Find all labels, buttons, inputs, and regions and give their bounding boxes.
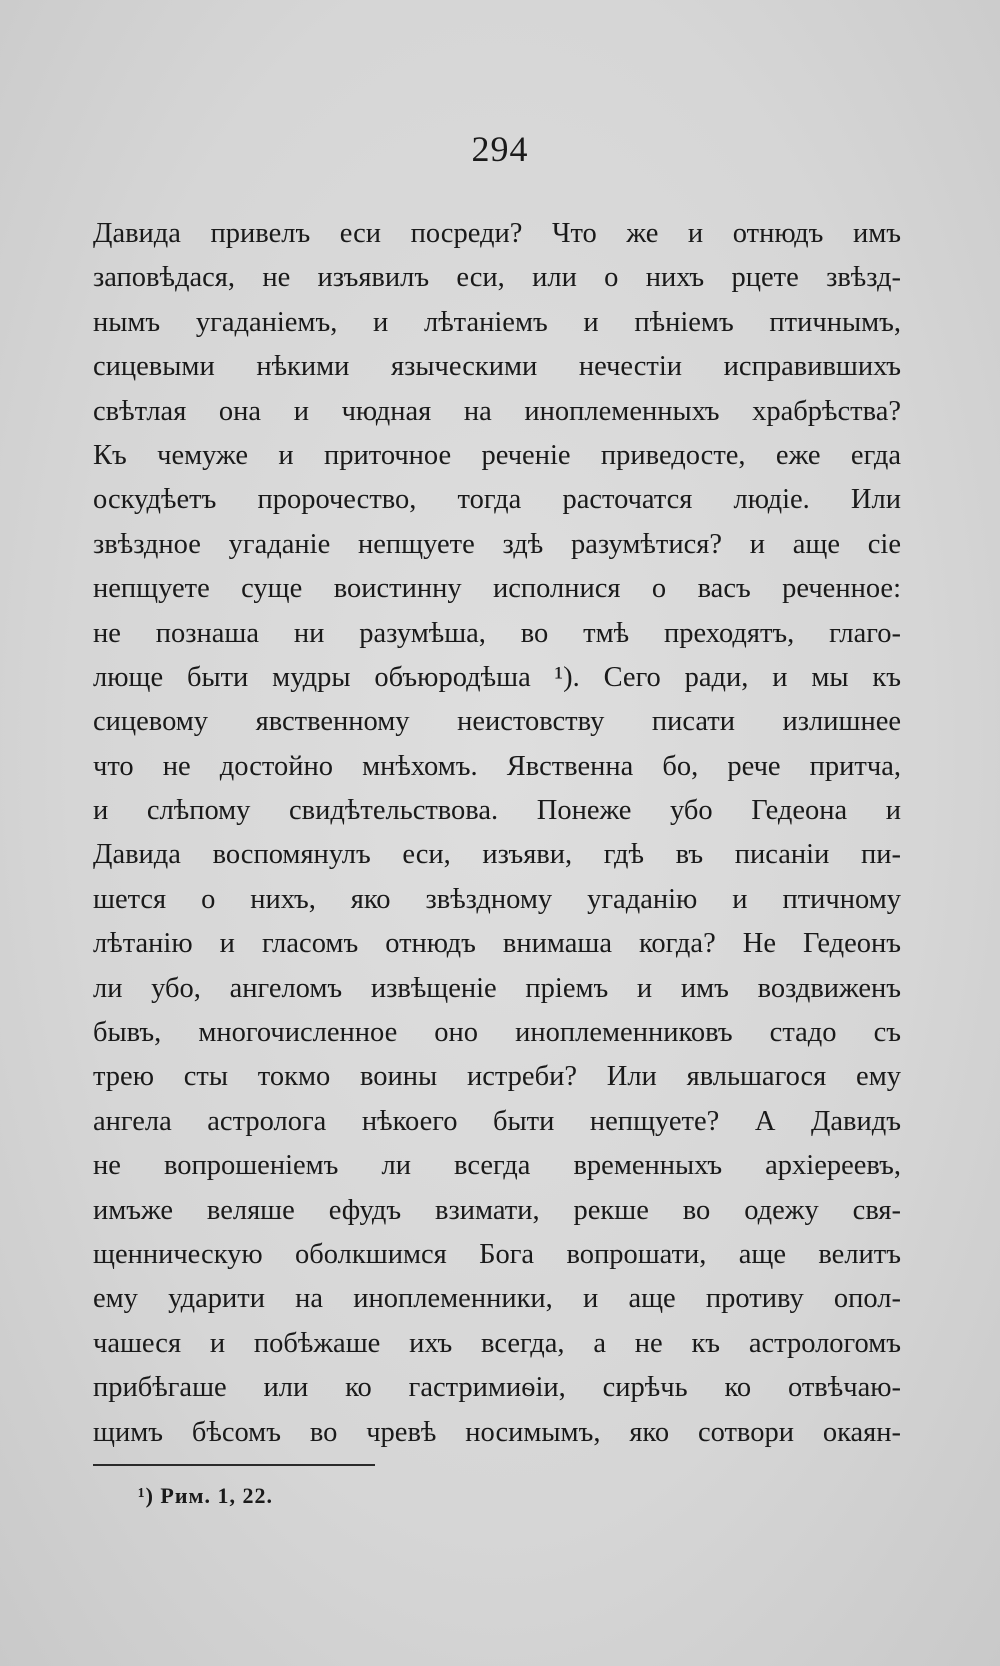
text-line: ангела астролога нѣкоего быти непщуете? А Давидъ	[93, 1105, 901, 1137]
text-line: не вопрошеніемъ ли всегда временныхъ архіереевъ,	[93, 1150, 901, 1182]
text-line: Давида воспомянулъ еси, изъяви, гдѣ въ писаніи пи-	[93, 839, 901, 871]
text-line: прибѣгаше или ко гастримиѳіи, сирѣчь ко отвѣчаю-	[93, 1372, 901, 1404]
page-number: 294	[471, 129, 529, 169]
text-line: и слѣпому свидѣтельствова. Понеже убо Гедеона и	[93, 795, 901, 827]
footnote-marker: ¹)	[138, 1483, 154, 1508]
text-line: люще быти мудры объюродѣша ¹). Сего ради, и мы къ	[93, 661, 901, 693]
body-text	[93, 212, 901, 1455]
text-line: заповѣдася, не изъявилъ еси, или о нихъ рцете звѣзд-	[93, 262, 901, 294]
text-line: сицевыми нѣкими языческими нечестіи исправившихъ	[93, 351, 901, 383]
text-line: непщуете суще воистинну исполнися о васъ реченное:	[93, 573, 901, 605]
text-line: ему ударити на иноплеменники, и аще противу опол-	[93, 1283, 901, 1315]
text-line: нымъ угаданіемъ, и лѣтаніемъ и пѣніемъ птичнымъ,	[93, 306, 901, 338]
text-line: не познаша ни разумѣша, во тмѣ преходятъ, глаго-	[93, 617, 901, 649]
footnote-divider	[93, 1464, 375, 1466]
text-line: ли убо, ангеломъ извѣщеніе пріемъ и имъ воздвиженъ	[93, 972, 901, 1004]
text-line: звѣздное угаданіе непщуете здѣ разумѣтися? и аще сіе	[93, 528, 901, 560]
text-line: трею сты токмо воины истреби? Или явльшагося ему	[93, 1061, 901, 1093]
text-line: шется о нихъ, яко звѣздному угаданію и птичному	[93, 883, 901, 915]
text-line: что не достойно мнѣхомъ. Явственна бо, рече притча,	[93, 750, 901, 782]
footnote-text: Рим. 1, 22.	[160, 1483, 274, 1508]
text-line: имъже веляше ефудъ взимати, рекше во одежу свя-	[93, 1194, 901, 1226]
text-line: бывъ, многочисленное оно иноплеменниковъ стадо съ	[93, 1017, 901, 1049]
text-line: Къ чемуже и приточное реченіе приведосте, еже егда	[93, 439, 901, 471]
text-line: щимъ бѣсомъ во чревѣ носимымъ, яко сотвори окаян-	[93, 1416, 901, 1448]
text-line: оскудѣетъ пророчество, тогда расточатся людіе. Или	[93, 484, 901, 516]
text-line: сицевому явственному неистовству писати излишнее	[93, 706, 901, 738]
text-line: лѣтанію и гласомъ отнюдъ внимаша когда? Не Гедеонъ	[93, 928, 901, 960]
text-line: чашеся и побѣжаше ихъ всегда, а не къ астрологомъ	[93, 1327, 901, 1359]
text-line: Давида привелъ еси посреди? Что же и отнюдъ имъ	[93, 218, 901, 249]
text-line: щенническую оболкшимся Бога вопрошати, аще велитъ	[93, 1238, 901, 1270]
footnote	[138, 1483, 273, 1509]
text-line: свѣтлая она и чюдная на иноплеменныхъ храбрѣства?	[93, 395, 901, 427]
